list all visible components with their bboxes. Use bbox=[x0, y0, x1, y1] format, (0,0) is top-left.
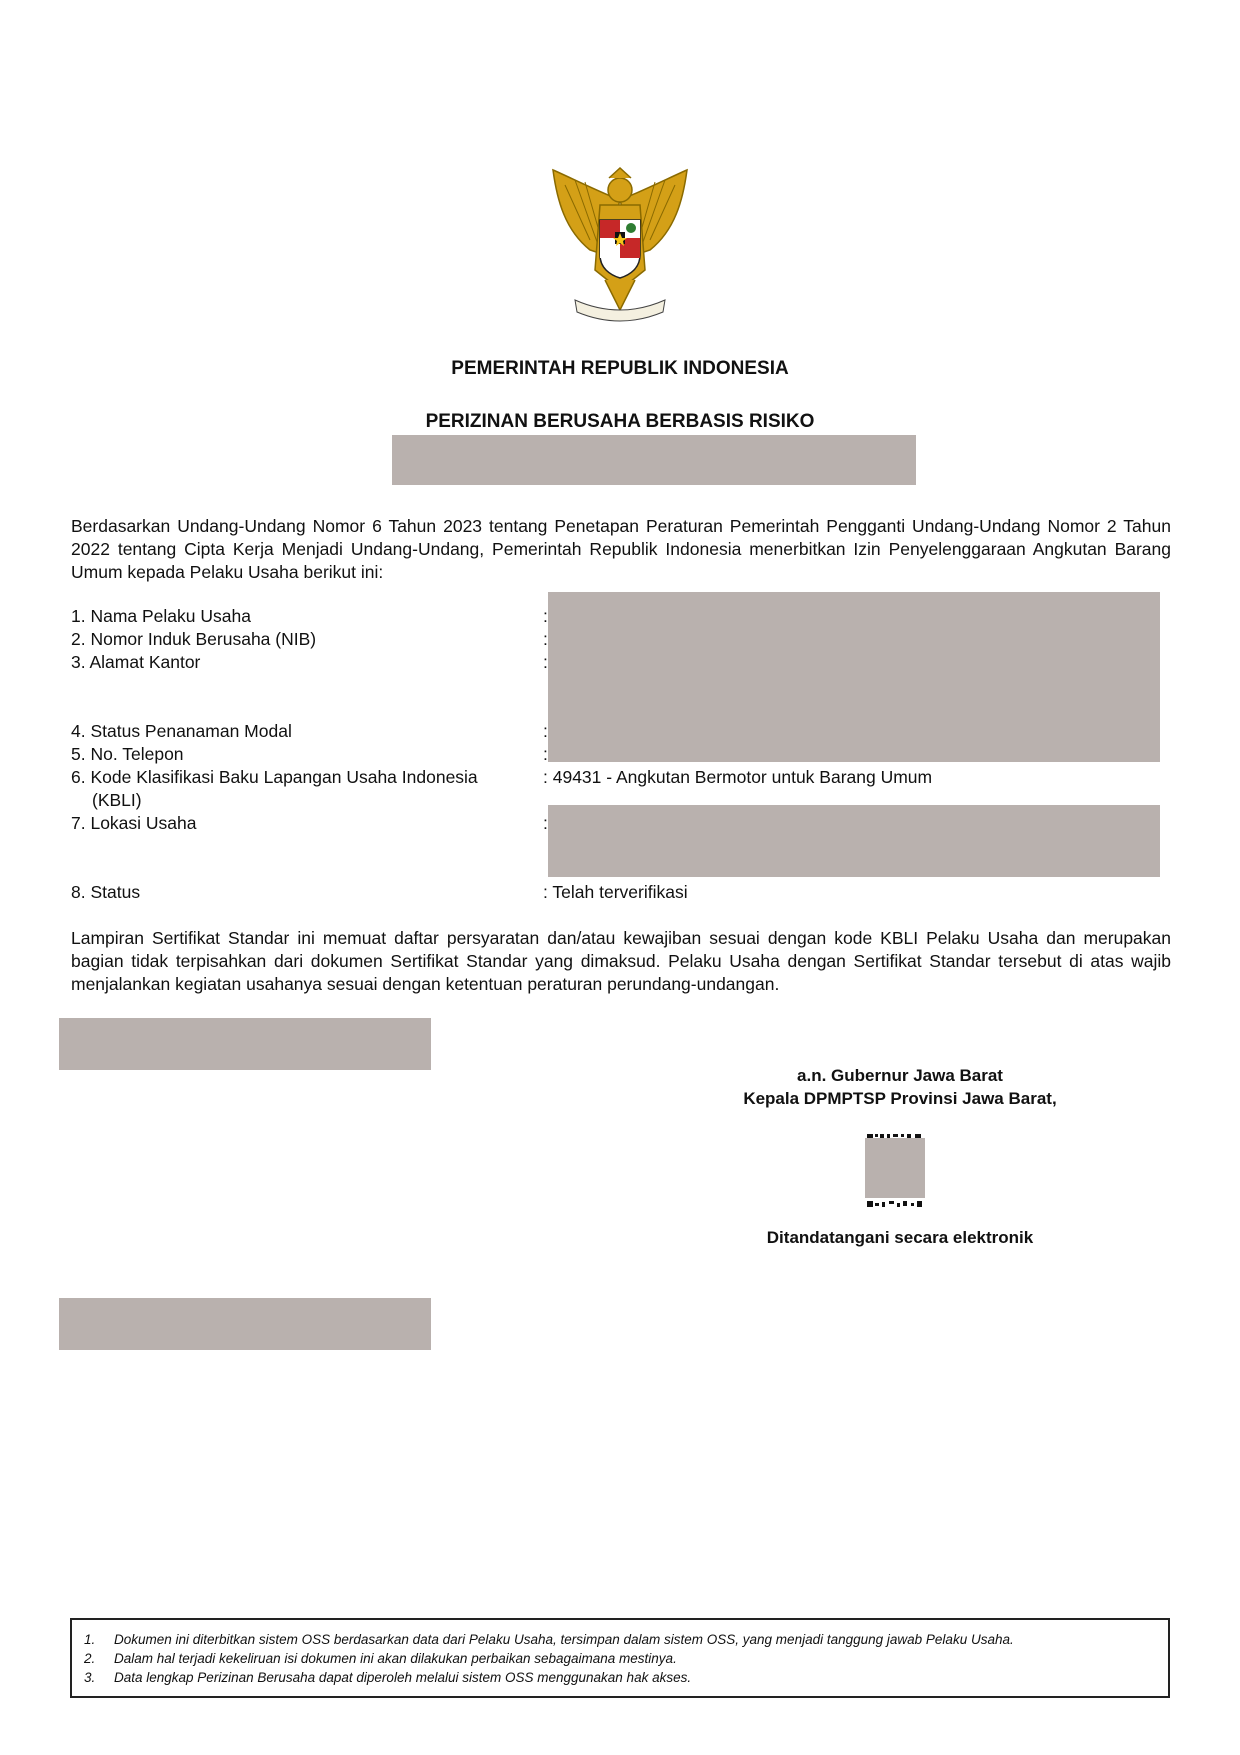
field-value-lokasi: : bbox=[543, 813, 548, 833]
redacted-business-location bbox=[548, 805, 1160, 877]
redacted-issue-info bbox=[59, 1018, 431, 1070]
field-label-kbli: 6. Kode Klasifikasi Baku Lapangan Usaha Indonesia bbox=[71, 767, 478, 787]
field-value-nama: : bbox=[543, 606, 548, 626]
redacted-business-details bbox=[548, 592, 1160, 762]
footer-note: 1. Dokumen ini diterbitkan sistem OSS berdasarkan data dari Pelaku Usaha, tersimpan dalam sistem OSS, yang menjadi tanggung jawab Pelaku Usaha. bbox=[84, 1632, 1014, 1647]
field-value-status: : Telah terverifikasi bbox=[543, 882, 688, 902]
footer-note: 3. Data lengkap Perizinan Berusaha dapat diperoleh melalui sistem OSS menggunakan hak akses. bbox=[84, 1670, 692, 1685]
field-label-alamat: 3. Alamat Kantor bbox=[71, 652, 201, 672]
government-title: PEMERINTAH REPUBLIK INDONESIA bbox=[451, 358, 789, 379]
signature-line-2: Kepala DPMPTSP Provinsi Jawa Barat, bbox=[743, 1089, 1057, 1108]
redacted-issue-date bbox=[59, 1298, 431, 1350]
field-label-status-modal: 4. Status Penanaman Modal bbox=[71, 721, 292, 741]
closing-paragraph: Lampiran Sertifikat Standar ini memuat daftar persyaratan dan/atau kewajiban sesuai dengan kode KBLI Pelaku Usaha dan merupakan bagian tidak terpisahkan dari dokumen Sertifikat Standar yang dimaksud. Pelaku Usaha dengan Sertifikat Standar tersebut di atas wajib menjalankan kegiatan usahanya sesuai dengan ketentuan peraturan perundang-undangan. bbox=[71, 928, 1171, 994]
signature-line-1: a.n. Gubernur Jawa Barat bbox=[797, 1066, 1003, 1085]
footer-note: 2. Dalam hal terjadi kekeliruan isi dokumen ini akan dilakukan perbaikan sebagaimana mestinya. bbox=[84, 1651, 677, 1666]
field-label-kbli-cont: (KBLI) bbox=[92, 790, 142, 810]
document-type-title: PERIZINAN BERUSAHA BERBASIS RISIKO bbox=[425, 411, 815, 432]
field-label-lokasi: 7. Lokasi Usaha bbox=[71, 813, 197, 833]
garuda-emblem-icon bbox=[545, 160, 695, 330]
field-label-nama: 1. Nama Pelaku Usaha bbox=[71, 606, 251, 626]
field-value-alamat: : bbox=[543, 652, 548, 672]
footer-notes bbox=[70, 1618, 1170, 1698]
field-value-status-modal: : bbox=[543, 721, 548, 741]
field-value-telepon: : bbox=[543, 744, 548, 764]
electronic-signature-note: Ditandatangani secara elektronik bbox=[766, 1228, 1034, 1247]
field-label-nib: 2. Nomor Induk Berusaha (NIB) bbox=[71, 629, 317, 649]
intro-paragraph: Berdasarkan Undang-Undang Nomor 6 Tahun 2023 tentang Penetapan Peraturan Pemerintah Pengganti Undang-Undang Nomor 2 Tahun 2022 tentang Cipta Kerja Menjadi Undang-Undang, Pemerintah Republik Indonesia menerbitkan Izin Penyelenggaraan Angkutan Barang Umum kepada Pelaku Usaha berikut ini: bbox=[71, 516, 1171, 582]
field-value-nib: : bbox=[543, 629, 548, 649]
qr-code-icon bbox=[865, 1133, 925, 1209]
field-value-kbli: : 49431 - Angkutan Bermotor untuk Barang Umum bbox=[543, 767, 933, 787]
field-label-telepon: 5. No. Telepon bbox=[71, 744, 184, 764]
field-label-status: 8. Status bbox=[71, 882, 141, 902]
redacted-document-number bbox=[392, 435, 916, 485]
